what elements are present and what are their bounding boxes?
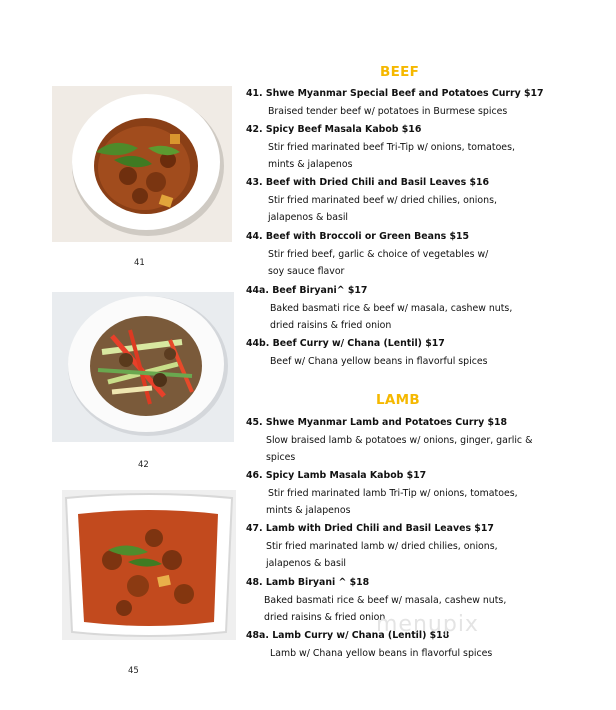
item-title: 45. Shwe Myanmar Lamb and Potatoes Curry $18 [246,417,508,428]
item-desc: Stir fried marinated lamb w/ dried chilies, onions, [266,540,498,552]
beef-curry-image [52,86,232,242]
photo-caption-45: 45 [128,666,139,676]
item-title: 47. Lamb with Dried Chili and Basil Leaves $17 [246,523,494,534]
item-desc: Braised tender beef w/ potatoes in Burmese spices [268,105,508,117]
item-title: 46. Spicy Lamb Masala Kabob $17 [246,470,427,481]
item-desc: Stir fried marinated lamb Tri-Tip w/ onions, tomatoes, [268,487,518,499]
item-desc: Beef w/ Chana yellow beans in flavorful spices [270,355,488,367]
item-desc: dried raisins & fried onion [264,612,386,623]
menu-item-43 [246,174,497,227]
item-desc: mints & jalapenos [268,159,353,170]
menu-item-44a [246,282,512,335]
menu-item-41 [246,85,544,120]
item-title: 44a. Beef Biryani^ $17 [246,285,368,296]
photo-caption-42: 42 [138,460,149,470]
menu-item-47 [246,520,498,573]
dish-photo-42 [52,292,234,442]
lamb-heading: LAMB [376,392,420,408]
beef-kabob-image [52,292,234,442]
item-desc: soy sauce flavor [268,266,345,277]
item-desc: mints & jalapenos [266,505,351,516]
item-desc: Stir fried marinated beef Tri-Tip w/ onions, tomatoes, [268,141,515,153]
menu-item-44b [246,335,488,370]
item-desc: Lamb w/ Chana yellow beans in flavorful spices [270,647,493,659]
item-title: 43. Beef with Dried Chili and Basil Leaves $16 [246,177,490,188]
beef-heading: BEEF [380,64,420,80]
item-title: 42. Spicy Beef Masala Kabob $16 [246,124,422,135]
menu-item-42 [246,121,515,174]
item-desc: Baked basmati rice & beef w/ masala, cashew nuts, [264,594,507,606]
item-desc: Slow braised lamb & potatoes w/ onions, ginger, garlic & [266,434,533,446]
dish-photo-41 [52,86,232,242]
item-desc: Baked basmati rice & beef w/ masala, cashew nuts, [270,302,513,314]
item-desc: spices [266,452,296,463]
item-desc: jalapenos & basil [266,558,347,569]
item-title: 44b. Beef Curry w/ Chana (Lentil) $17 [246,338,445,349]
lamb-curry-image [62,490,236,640]
menu-item-46 [246,467,518,520]
item-desc: Stir fried beef, garlic & choice of vegetables w/ [268,248,489,260]
item-title: 48. Lamb Biryani ^ $18 [246,577,370,588]
menu-item-44 [246,228,488,281]
item-title: 44. Beef with Broccoli or Green Beans $15 [246,231,470,242]
item-desc: Stir fried marinated beef w/ dried chilies, onions, [268,194,497,206]
dish-photo-45 [62,490,236,640]
item-title: 41. Shwe Myanmar Special Beef and Potatoes Curry $17 [246,88,544,99]
photo-caption-41: 41 [134,258,145,268]
item-desc: jalapenos & basil [268,212,349,223]
menupix-watermark: menupix [376,612,479,637]
item-desc: dried raisins & fried onion [270,320,392,331]
item-title: 48a. Lamb Curry w/ Chana (Lentil) $18 [246,630,450,641]
menu-item-45 [246,414,532,467]
